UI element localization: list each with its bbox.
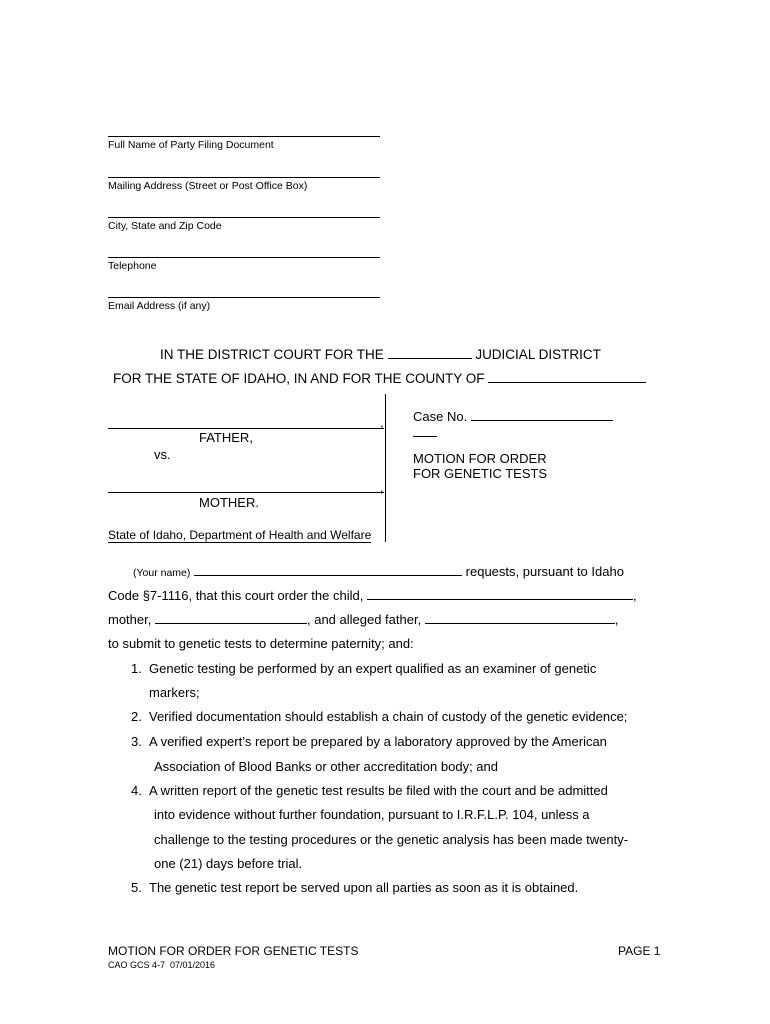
request-line xyxy=(133,563,624,579)
list-item-3 xyxy=(131,734,607,749)
father-label: FATHER, xyxy=(199,430,253,445)
list-item-5 xyxy=(131,880,578,895)
case-number-blank[interactable] xyxy=(471,408,613,421)
father-name-comma: , xyxy=(614,612,619,627)
code-text: Code §7-1116, that this court order the child, xyxy=(108,588,364,603)
list-number: 5. xyxy=(131,880,142,895)
requests-text: requests, pursuant to Idaho xyxy=(465,564,624,579)
mother-name-line[interactable] xyxy=(108,492,384,493)
code-line xyxy=(108,587,637,603)
footer-title: MOTION FOR ORDER FOR GENETIC TESTS xyxy=(108,944,359,958)
email-label: Email Address (if any) xyxy=(108,300,211,312)
city-state-zip-line[interactable] xyxy=(108,217,380,218)
mailing-address-label: Mailing Address (Street or Post Office Box) xyxy=(108,180,308,192)
list-text: Verified documentation should establish a chain of custody of the genetic evidence; xyxy=(149,709,628,724)
footer-form-code: CAO GCS 4-7 07/01/2016 xyxy=(108,960,216,970)
list-item-1-cont: markers; xyxy=(149,685,200,700)
parents-line xyxy=(108,611,618,627)
list-number: 3. xyxy=(131,734,142,749)
list-item-4 xyxy=(131,783,608,798)
list-number: 1. xyxy=(131,661,142,676)
list-text: A written report of the genetic test results be filed with the court and be admitted xyxy=(149,783,608,798)
mailing-address-line[interactable] xyxy=(108,177,380,178)
child-comma: , xyxy=(632,588,637,603)
your-name-blank[interactable] xyxy=(194,563,462,576)
case-number-label: Case No. xyxy=(413,409,468,424)
list-item-4-cont1: into evidence without further foundation, pursuant to I.R.F.L.P. 104, unless a xyxy=(154,807,590,822)
footer-page-number: PAGE 1 xyxy=(618,944,661,958)
list-number: 2. xyxy=(131,709,142,724)
telephone-line[interactable] xyxy=(108,257,380,258)
list-item-3-cont: Association of Blood Banks or other accreditation body; and xyxy=(154,759,498,774)
full-name-line[interactable] xyxy=(108,136,380,137)
list-text: Genetic testing be performed by an expert qualified as an examiner of genetic xyxy=(149,661,597,676)
state-party-label: State of Idaho, Department of Health and Welfare xyxy=(108,528,372,542)
alleged-father-text: , and alleged father, xyxy=(306,612,422,627)
mother-comma: , xyxy=(380,480,384,495)
motion-title-line1: MOTION FOR ORDER xyxy=(413,451,547,466)
list-item-2 xyxy=(131,709,627,724)
list-item-1 xyxy=(131,661,596,676)
city-state-zip-label: City, State and Zip Code xyxy=(108,220,222,232)
county-text: FOR THE STATE OF IDAHO, IN AND FOR THE COUNTY OF xyxy=(113,371,485,386)
mother-name-blank[interactable] xyxy=(155,611,307,624)
full-name-label: Full Name of Party Filing Document xyxy=(108,139,274,151)
case-number-continuation-line xyxy=(413,436,437,437)
caption-divider xyxy=(385,394,386,542)
email-line[interactable] xyxy=(108,297,380,298)
case-number-row xyxy=(413,408,613,424)
telephone-label: Telephone xyxy=(108,260,157,272)
judicial-district-blank[interactable] xyxy=(388,346,472,359)
your-name-label: (Your name) xyxy=(133,567,191,579)
judicial-district-text: JUDICIAL DISTRICT xyxy=(475,347,601,362)
mother-text: mother, xyxy=(108,612,152,627)
list-item-4-cont3: one (21) days before trial. xyxy=(154,856,303,871)
court-heading-line2 xyxy=(113,370,646,386)
list-text: The genetic test report be served upon all parties as soon as it is obtained. xyxy=(149,880,579,895)
list-text: A verified expert’s report be prepared by a laboratory approved by the American xyxy=(149,734,607,749)
court-heading-text: IN THE DISTRICT COURT FOR THE xyxy=(160,347,384,362)
father-comma: , xyxy=(380,415,384,430)
mother-label: MOTHER. xyxy=(199,495,259,510)
list-item-4-cont2: challenge to the testing procedures or the genetic analysis has been made twenty- xyxy=(154,832,629,847)
alleged-father-name-blank[interactable] xyxy=(425,611,615,624)
vs-label: vs. xyxy=(154,447,171,462)
county-blank[interactable] xyxy=(488,370,646,383)
motion-title-line2: FOR GENETIC TESTS xyxy=(413,466,548,481)
submit-line: to submit to genetic tests to determine paternity; and: xyxy=(108,636,414,651)
court-heading-line1 xyxy=(160,346,601,362)
father-name-line[interactable] xyxy=(108,428,384,429)
list-number: 4. xyxy=(131,783,142,798)
child-name-blank[interactable] xyxy=(367,587,633,600)
